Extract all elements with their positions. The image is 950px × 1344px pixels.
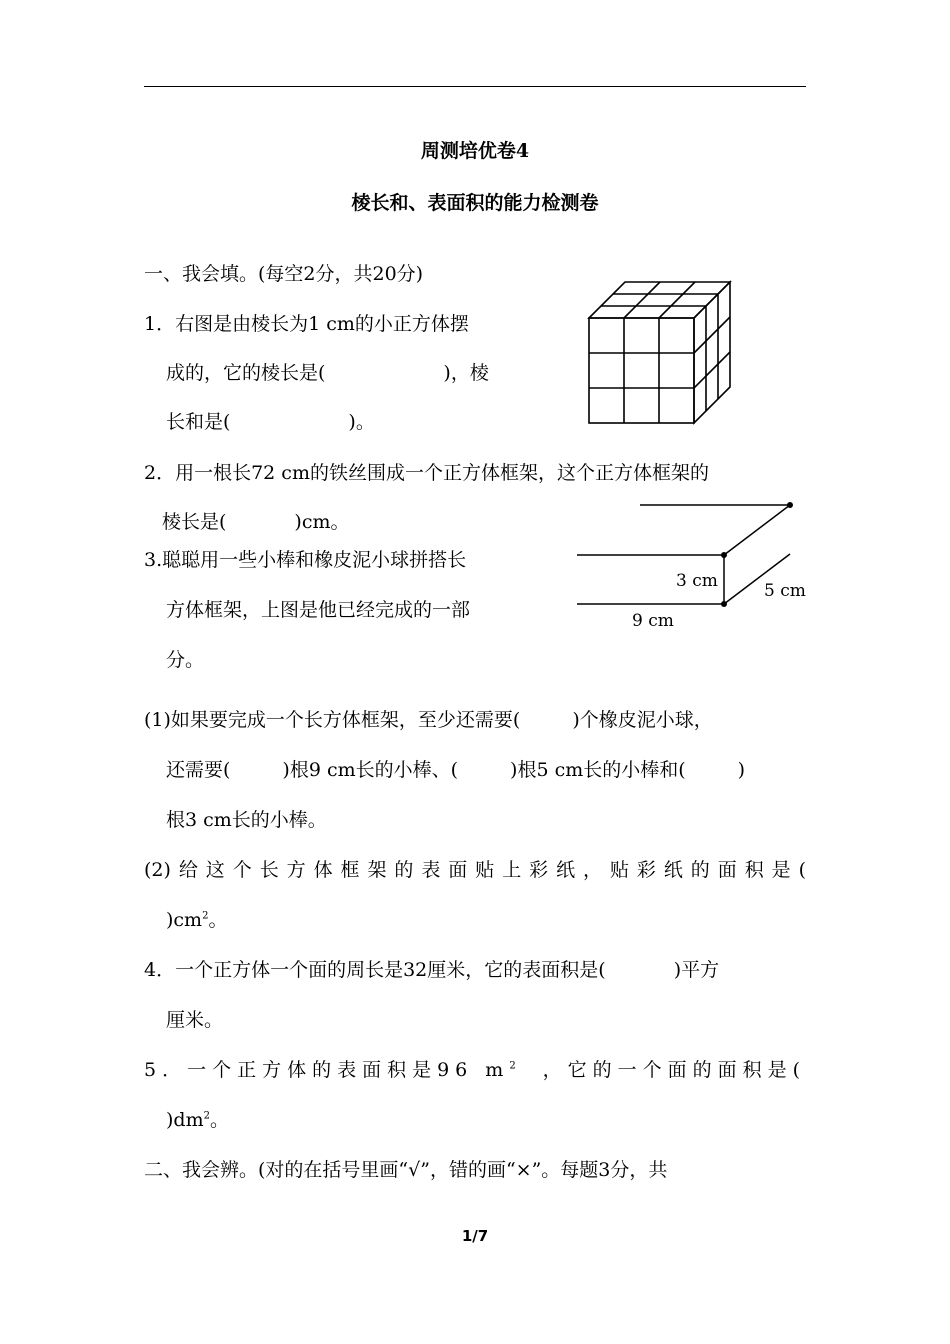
page-title: 周测培优卷4 [420, 140, 530, 162]
q3-sub1-line3: 根3 cm长的小棒。 [166, 809, 327, 831]
height-label: 3 cm [676, 571, 718, 591]
q3-line1: 3.聪聪用一些小棒和橡皮泥小球拼搭长 [144, 549, 467, 571]
q1-line2-tail: )，棱 [443, 362, 489, 384]
length-label: 9 cm [632, 611, 674, 631]
q3-sub1-line2-a: 还需要( [166, 759, 231, 781]
frame-top-depth-edge [724, 505, 790, 555]
q3-sub1-line1 [144, 708, 713, 732]
page-number: 1/7 [461, 1227, 489, 1245]
clay-ball [787, 502, 793, 508]
q5-line2-exponent: 2 [203, 1110, 210, 1122]
q3-sub1-line1-tail: )个橡皮泥小球， [572, 709, 713, 731]
cube-right-face [694, 282, 730, 423]
depth-label: 5 cm [764, 581, 806, 601]
q5-exponent: 2 [509, 1060, 522, 1072]
q5-line2-unit: )dm [166, 1109, 204, 1131]
q4-line1 [144, 958, 719, 982]
clay-ball [721, 601, 727, 607]
section1-heading: 一、我会填。(每空2分，共20分) [144, 263, 424, 285]
q3-sub2-unit: )cm [166, 909, 203, 931]
q5-line2-tail: 。 [209, 1109, 229, 1131]
cube-front-face [589, 318, 694, 423]
q5-line1-text [144, 1058, 522, 1082]
q3-sub1-line2 [166, 758, 745, 782]
q1-line3-text: 长和是( [166, 411, 231, 433]
q3-sub2-line1: (2)给这个长方体框架的表面贴上彩纸，贴彩纸的面积是( [144, 859, 806, 881]
q5-line1-b: ，它的一个面的面积是( [542, 1059, 806, 1081]
q4-line1-text: 4．一个正方体一个面的周长是32厘米，它的表面积是( [144, 959, 606, 981]
q3-sub1-line1-text: (1)如果要完成一个长方体框架，至少还需要( [144, 709, 521, 731]
q1-line3 [166, 410, 375, 434]
header-rule [144, 86, 806, 87]
q5-line1-a: 5．一个正方体的表面积是96 m [144, 1059, 510, 1081]
q1-line3-tail: )。 [348, 411, 375, 433]
q2-line2-tail: )cm。 [294, 511, 350, 533]
cube-top-face [589, 282, 730, 318]
cube-lines [589, 282, 730, 423]
q4-line1-tail: )平方 [673, 959, 720, 981]
clay-ball [721, 552, 727, 558]
q2-line2 [162, 510, 350, 534]
q3-sub2-line2 [166, 908, 227, 932]
q5-line1 [144, 1058, 806, 1082]
q2-line1: 2．用一根长72 cm的铁丝围成一个正方体框架，这个正方体框架的 [144, 462, 709, 484]
q3-sub2-tail: 。 [208, 909, 228, 931]
q3-line3: 分。 [166, 649, 205, 671]
q3-sub1-line2-c: )根5 cm长的小棒和( [510, 759, 686, 781]
q1-line2 [166, 361, 489, 385]
q5-line2 [166, 1108, 229, 1132]
page-subtitle: 棱长和、表面积的能力检测卷 [351, 192, 599, 214]
q3-sub2-exponent: 2 [202, 910, 209, 922]
q1-line2-text: 成的，它的棱长是( [166, 362, 326, 384]
section2-heading: 二、我会辨。(对的在括号里画“√”，错的画“×”。每题3分，共 [144, 1159, 668, 1181]
q2-line2-text: 棱长是( [162, 511, 227, 533]
q1-line1: 1．右图是由棱长为1 cm的小正方体摆 [144, 313, 469, 335]
q3-line2: 方体框架，上图是他已经完成的一部 [166, 599, 471, 621]
frame-figure [572, 494, 822, 634]
q3-sub1-line2-d: ) [737, 759, 746, 781]
cube-figure [586, 279, 736, 427]
q3-sub1-line2-b: )根9 cm长的小棒、( [282, 759, 459, 781]
q4-line2: 厘米。 [166, 1009, 224, 1031]
